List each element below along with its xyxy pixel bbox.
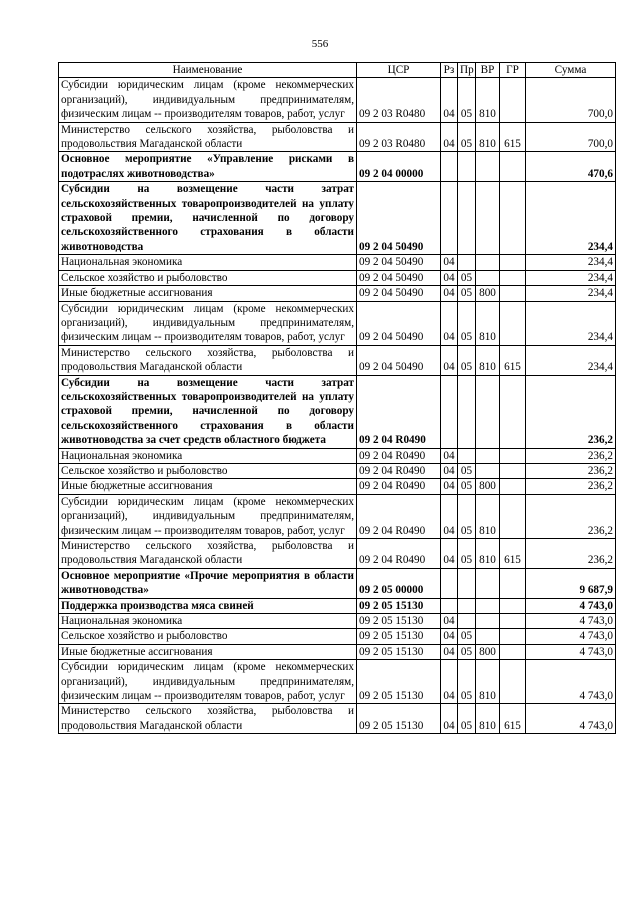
cell-csr: 09 2 04 R0490: [357, 375, 441, 448]
cell-sum: 236,2: [526, 375, 616, 448]
cell-sum: 700,0: [526, 78, 616, 122]
cell-sum: 234,4: [526, 345, 616, 375]
cell-csr: 09 2 04 50490: [357, 345, 441, 375]
table-row: [59, 255, 616, 270]
cell-gr: [500, 286, 526, 301]
cell-gr: [500, 644, 526, 659]
table-row: [59, 345, 616, 375]
cell-sum: 234,4: [526, 301, 616, 345]
table-row: [59, 301, 616, 345]
cell-rz: 04: [441, 660, 458, 704]
header-gr: ГР: [500, 63, 526, 78]
cell-pr: [458, 255, 476, 270]
cell-gr: [500, 463, 526, 478]
cell-sum: 470,6: [526, 152, 616, 182]
cell-vr: [476, 614, 500, 629]
header-vr: ВР: [476, 63, 500, 78]
cell-sum: 234,4: [526, 255, 616, 270]
cell-csr: 09 2 05 15130: [357, 704, 441, 734]
cell-vr: 810: [476, 78, 500, 122]
cell-csr: 09 2 04 00000: [357, 152, 441, 182]
cell-vr: 810: [476, 345, 500, 375]
table-body: [59, 78, 616, 734]
cell-vr: 800: [476, 286, 500, 301]
cell-pr: 05: [458, 644, 476, 659]
cell-csr: 09 2 05 15130: [357, 598, 441, 613]
cell-csr: 09 2 05 15130: [357, 629, 441, 644]
cell-gr: [500, 598, 526, 613]
table-row: [59, 568, 616, 598]
cell-name: Субсидии юридическим лицам (кроме некоммерческих организаций), индивидуальным предпринимателям, физическим лицам -- производителям товаров, работ, услуг: [59, 78, 357, 122]
cell-vr: [476, 568, 500, 598]
table-row: [59, 660, 616, 704]
cell-csr: 09 2 04 50490: [357, 182, 441, 255]
cell-sum: 236,2: [526, 494, 616, 538]
table-row: [59, 463, 616, 478]
cell-csr: 09 2 04 50490: [357, 255, 441, 270]
cell-gr: 615: [500, 345, 526, 375]
table-row: [59, 598, 616, 613]
table-row: [59, 270, 616, 285]
header-sum: Сумма: [526, 63, 616, 78]
cell-vr: [476, 152, 500, 182]
cell-sum: 234,4: [526, 286, 616, 301]
cell-name: Министерство сельского хозяйства, рыболовства и продовольствия Магаданской области: [59, 122, 357, 152]
table-row: [59, 629, 616, 644]
cell-csr: 09 2 04 50490: [357, 301, 441, 345]
table-row: [59, 152, 616, 182]
cell-rz: [441, 598, 458, 613]
table-row: [59, 78, 616, 122]
cell-pr: 05: [458, 301, 476, 345]
cell-vr: 810: [476, 122, 500, 152]
cell-gr: 615: [500, 122, 526, 152]
table-row: [59, 448, 616, 463]
cell-rz: 04: [441, 629, 458, 644]
cell-gr: [500, 375, 526, 448]
cell-rz: [441, 152, 458, 182]
cell-pr: 05: [458, 286, 476, 301]
cell-sum: 4 743,0: [526, 598, 616, 613]
cell-gr: [500, 479, 526, 494]
cell-sum: 4 743,0: [526, 660, 616, 704]
cell-pr: [458, 375, 476, 448]
cell-vr: 810: [476, 539, 500, 569]
cell-name: Основное мероприятие «Управление рисками в подотраслях животноводства»: [59, 152, 357, 182]
cell-gr: [500, 660, 526, 704]
cell-rz: [441, 375, 458, 448]
cell-sum: 9 687,9: [526, 568, 616, 598]
cell-sum: 4 743,0: [526, 614, 616, 629]
cell-name: Национальная экономика: [59, 255, 357, 270]
page-number: 556: [311, 38, 329, 50]
cell-pr: [458, 182, 476, 255]
cell-csr: 09 2 05 15130: [357, 614, 441, 629]
table-row: [59, 375, 616, 448]
header-pr: Пр: [458, 63, 476, 78]
cell-sum: 234,4: [526, 270, 616, 285]
cell-rz: 04: [441, 301, 458, 345]
table-row: [59, 539, 616, 569]
cell-rz: 04: [441, 494, 458, 538]
cell-csr: 09 2 05 00000: [357, 568, 441, 598]
cell-vr: 810: [476, 494, 500, 538]
cell-gr: 615: [500, 539, 526, 569]
cell-vr: 810: [476, 301, 500, 345]
cell-vr: [476, 270, 500, 285]
cell-gr: [500, 629, 526, 644]
cell-gr: [500, 78, 526, 122]
cell-name: Иные бюджетные ассигнования: [59, 644, 357, 659]
cell-rz: 04: [441, 644, 458, 659]
cell-gr: [500, 494, 526, 538]
cell-gr: 615: [500, 704, 526, 734]
cell-pr: 05: [458, 629, 476, 644]
cell-rz: 04: [441, 448, 458, 463]
cell-pr: [458, 614, 476, 629]
cell-name: Субсидии юридическим лицам (кроме некоммерческих организаций), индивидуальным предпринимателям, физическим лицам -- производителям товаров, работ, услуг: [59, 301, 357, 345]
cell-csr: 09 2 03 R0480: [357, 122, 441, 152]
cell-vr: [476, 255, 500, 270]
table-header: [59, 63, 616, 78]
cell-vr: 810: [476, 704, 500, 734]
cell-pr: 05: [458, 704, 476, 734]
cell-rz: 04: [441, 78, 458, 122]
cell-rz: [441, 182, 458, 255]
cell-name: Министерство сельского хозяйства, рыболовства и продовольствия Магаданской области: [59, 539, 357, 569]
table-row: [59, 494, 616, 538]
cell-sum: 236,2: [526, 448, 616, 463]
cell-rz: 04: [441, 463, 458, 478]
cell-rz: 04: [441, 270, 458, 285]
table-row: [59, 122, 616, 152]
budget-table: [58, 62, 616, 734]
cell-vr: [476, 598, 500, 613]
cell-name: Иные бюджетные ассигнования: [59, 286, 357, 301]
cell-gr: [500, 255, 526, 270]
cell-name: Основное мероприятие «Прочие мероприятия в области животноводства»: [59, 568, 357, 598]
cell-pr: 05: [458, 539, 476, 569]
cell-rz: 04: [441, 539, 458, 569]
cell-rz: 04: [441, 286, 458, 301]
cell-gr: [500, 270, 526, 285]
cell-name: Субсидии на возмещение части затрат сельскохозяйственных товаропроизводителей на уплату страховой премии, начисленной по договору сельскохозяйственного страхования в области животноводства за счет средств областного бюджета: [59, 375, 357, 448]
cell-name: Министерство сельского хозяйства, рыболовства и продовольствия Магаданской области: [59, 345, 357, 375]
cell-gr: [500, 301, 526, 345]
cell-csr: 09 2 05 15130: [357, 660, 441, 704]
cell-sum: 4 743,0: [526, 629, 616, 644]
cell-name: Субсидии юридическим лицам (кроме некоммерческих организаций), индивидуальным предпринимателям, физическим лицам -- производителям товаров, работ, услуг: [59, 660, 357, 704]
cell-name: Национальная экономика: [59, 448, 357, 463]
cell-pr: 05: [458, 660, 476, 704]
header-rz: Рз: [441, 63, 458, 78]
cell-sum: 236,2: [526, 463, 616, 478]
cell-vr: [476, 375, 500, 448]
cell-csr: 09 2 04 R0490: [357, 463, 441, 478]
cell-csr: 09 2 04 R0490: [357, 479, 441, 494]
cell-pr: 05: [458, 479, 476, 494]
table-row: [59, 286, 616, 301]
cell-sum: 236,2: [526, 539, 616, 569]
cell-vr: 800: [476, 644, 500, 659]
cell-vr: [476, 448, 500, 463]
cell-pr: 05: [458, 78, 476, 122]
cell-csr: 09 2 04 R0490: [357, 494, 441, 538]
cell-gr: [500, 448, 526, 463]
header-name: Наименование: [59, 63, 357, 78]
cell-pr: 05: [458, 345, 476, 375]
cell-name: Субсидии юридическим лицам (кроме некоммерческих организаций), индивидуальным предпринимателям, физическим лицам -- производителям товаров, работ, услуг: [59, 494, 357, 538]
cell-rz: 04: [441, 704, 458, 734]
cell-sum: 4 743,0: [526, 704, 616, 734]
cell-name: Поддержка производства мяса свиней: [59, 598, 357, 613]
cell-vr: [476, 629, 500, 644]
cell-pr: 05: [458, 122, 476, 152]
cell-vr: [476, 182, 500, 255]
cell-csr: 09 2 03 R0480: [357, 78, 441, 122]
cell-rz: 04: [441, 122, 458, 152]
cell-csr: 09 2 04 50490: [357, 270, 441, 285]
table-row: [59, 644, 616, 659]
cell-pr: [458, 598, 476, 613]
cell-name: Сельское хозяйство и рыболовство: [59, 463, 357, 478]
table-row: [59, 614, 616, 629]
cell-gr: [500, 614, 526, 629]
cell-csr: 09 2 05 15130: [357, 644, 441, 659]
cell-gr: [500, 568, 526, 598]
cell-vr: 800: [476, 479, 500, 494]
cell-csr: 09 2 04 R0490: [357, 448, 441, 463]
cell-pr: 05: [458, 463, 476, 478]
cell-sum: 4 743,0: [526, 644, 616, 659]
cell-csr: 09 2 04 R0490: [357, 539, 441, 569]
header-csr: ЦСР: [357, 63, 441, 78]
cell-sum: 234,4: [526, 182, 616, 255]
table-row: [59, 704, 616, 734]
cell-rz: 04: [441, 479, 458, 494]
cell-rz: 04: [441, 255, 458, 270]
cell-pr: 05: [458, 270, 476, 285]
table-row: [59, 479, 616, 494]
cell-pr: 05: [458, 494, 476, 538]
cell-sum: 236,2: [526, 479, 616, 494]
cell-gr: [500, 182, 526, 255]
cell-vr: 810: [476, 660, 500, 704]
cell-name: Министерство сельского хозяйства, рыболовства и продовольствия Магаданской области: [59, 704, 357, 734]
cell-name: Сельское хозяйство и рыболовство: [59, 270, 357, 285]
cell-name: Национальная экономика: [59, 614, 357, 629]
cell-name: Иные бюджетные ассигнования: [59, 479, 357, 494]
cell-name: Субсидии на возмещение части затрат сельскохозяйственных товаропроизводителей на уплату страховой премии, начисленной по договору сельскохозяйственного страхования в области животноводства: [59, 182, 357, 255]
table-row: [59, 182, 616, 255]
cell-sum: 700,0: [526, 122, 616, 152]
cell-pr: [458, 448, 476, 463]
cell-pr: [458, 568, 476, 598]
cell-vr: [476, 463, 500, 478]
cell-gr: [500, 152, 526, 182]
cell-rz: 04: [441, 614, 458, 629]
cell-name: Сельское хозяйство и рыболовство: [59, 629, 357, 644]
cell-pr: [458, 152, 476, 182]
cell-rz: 04: [441, 345, 458, 375]
cell-rz: [441, 568, 458, 598]
cell-csr: 09 2 04 50490: [357, 286, 441, 301]
